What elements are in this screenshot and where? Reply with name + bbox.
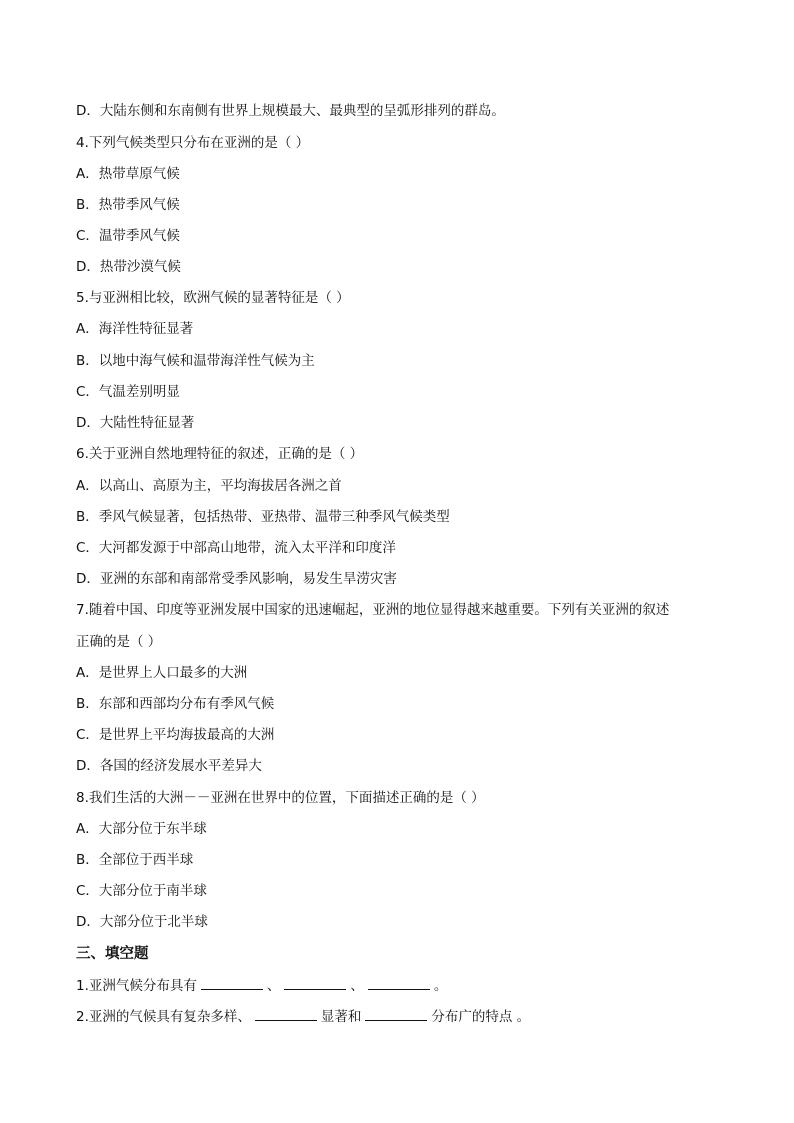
q8-option-c: C．大部分位于南半球 [76,883,207,899]
q4-option-a: A．热带草原气候 [76,166,180,182]
q6-option-c: C．大河都发源于中部高山地带，流入太平洋和印度洋 [76,540,396,556]
q4-option-b: B．热带季风气候 [76,197,180,213]
q7-option-d: D．各国的经济发展水平差异大 [76,758,262,774]
section-heading: 三、填空题 [76,946,149,962]
q4-stem: 4.下列气候类型只分布在亚洲的是（ ） [76,135,310,151]
fill2-prefix: 2.亚洲的气候具有复杂多样、 [76,1009,251,1025]
q4-option-c: C．温带季风气候 [76,228,180,244]
q6-option-a: A．以高山、高原为主，平均海拔居各洲之首 [76,478,342,494]
fill2-blank-1 [255,1008,317,1021]
q8-option-d: D．大部分位于北半球 [76,914,208,930]
q6-option-b: B．季风气候显著，包括热带、亚热带、温带三种季风气候类型 [76,509,450,525]
q8-option-b: B．全部位于西半球 [76,852,194,868]
q6-option-d: D．亚洲的东部和南部常受季风影响，易发生旱涝灾害 [76,571,397,587]
q6-stem: 6.关于亚洲自然地理特征的叙述，正确的是（ ） [76,446,364,462]
q7-option-b: B．东部和西部均分布有季风气候 [76,696,275,712]
fill2-blank-2 [365,1008,427,1021]
q7-stem-cont: 正确的是（ ） [76,634,162,650]
q8-option-a: A．大部分位于东半球 [76,821,207,837]
fill-question-1 [76,977,447,994]
q3-option-d: D．大陆东侧和东南侧有世界上规模最大、最典型的呈弧形排列的群岛。 [76,103,505,119]
q5-option-b: B．以地中海气候和温带海洋性气候为主 [76,353,315,369]
q7-option-a: A．是世界上人口最多的大洲 [76,665,248,681]
q5-stem: 5.与亚洲相比较，欧洲气候的显著特征是（ ） [76,290,350,306]
q7-option-c: C．是世界上平均海拔最高的大洲 [76,727,275,743]
fill2-mid: 显著和 [320,1009,362,1025]
q4-option-d: D．热带沙漠气候 [76,259,181,275]
fill1-blank-1 [201,977,263,990]
fill2-suffix: 分布广的特点 。 [431,1009,531,1025]
fill1-sep2: 、 [350,978,364,994]
fill1-suffix: 。 [433,978,448,994]
q7-stem: 7.随着中国、印度等亚洲发展中国家的迅速崛起，亚洲的地位显得越来越重要。下列有关亚洲的叙述 [76,602,670,618]
fill-question-2 [76,1008,530,1025]
q5-option-c: C．气温差别明显 [76,384,180,400]
fill1-prefix: 1.亚洲气候分布具有 [76,978,197,994]
q5-option-d: D．大陆性特征显著 [76,415,195,431]
fill1-blank-3 [368,977,430,990]
q5-option-a: A．海洋性特征显著 [76,321,194,337]
fill1-blank-2 [284,977,346,990]
q8-stem: 8.我们生活的大洲－－亚洲在世界中的位置，下面描述正确的是（ ） [76,790,485,806]
fill1-sep1: 、 [266,978,281,994]
